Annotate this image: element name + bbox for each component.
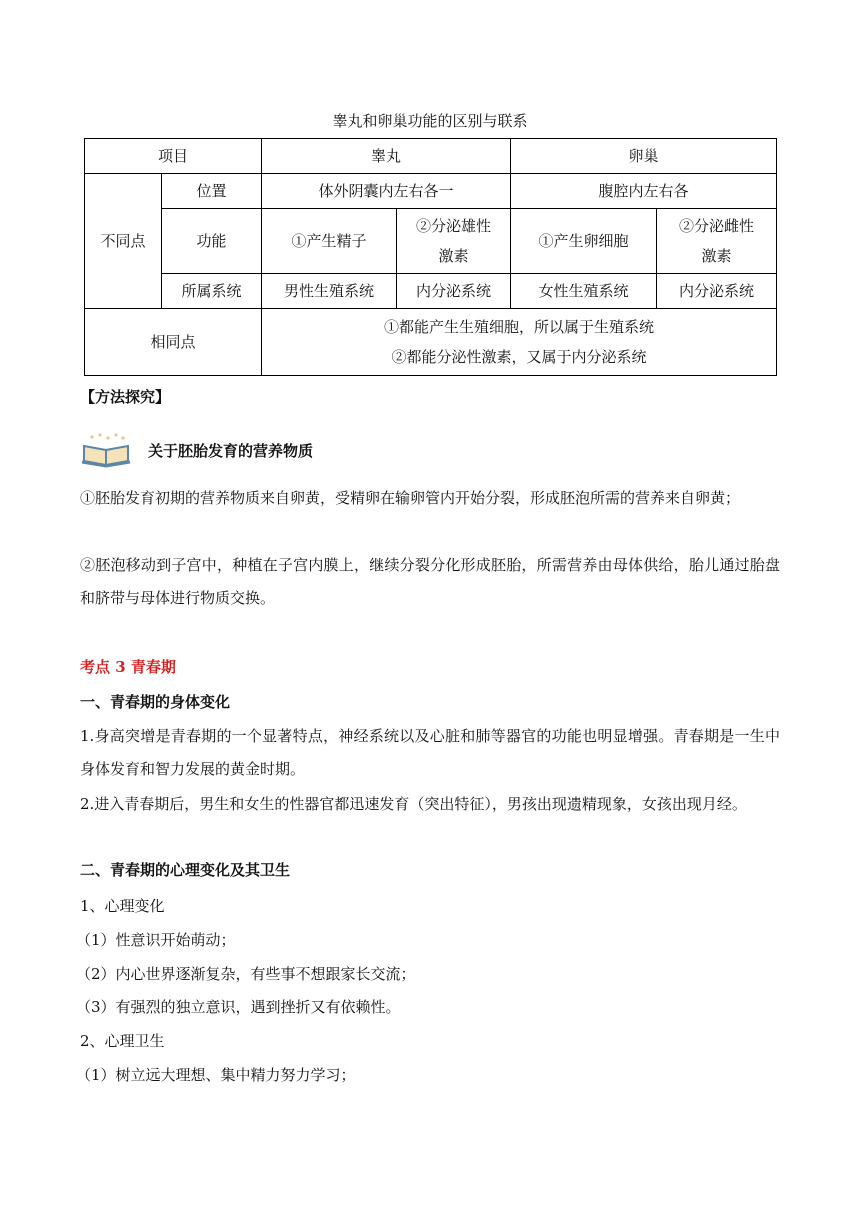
kp-title: 考点 3 青春期 xyxy=(80,658,176,676)
section-2-item-3: （3）有强烈的独立意识，遇到挫折又有依赖性。 xyxy=(76,998,401,1016)
function-testis-2 xyxy=(397,209,511,274)
table-row-position xyxy=(85,174,777,209)
function-ovary-2 xyxy=(657,209,777,274)
table-row-function xyxy=(85,209,777,274)
section-2-sub-2: 2、心理卫生 xyxy=(80,1032,165,1050)
system-ovary-2: 内分泌系统 xyxy=(657,274,777,309)
position-label: 位置 xyxy=(162,174,262,209)
tip-title: 关于胚胎发育的营养物质 xyxy=(148,441,314,460)
same-content xyxy=(262,309,777,376)
position-ovary: 腹腔内左右各 xyxy=(511,174,777,209)
header-testis: 睾丸 xyxy=(262,139,511,174)
open-book-icon xyxy=(80,432,132,468)
same-point-2: ②都能分泌性激素，又属于内分泌系统 xyxy=(391,348,647,366)
section-2-item-2: （2）内心世界逐渐复杂，有些事不想跟家长交流； xyxy=(76,965,416,983)
tip-paragraph-1: ①胚胎发育初期的营养物质来自卵黄，受精卵在输卵管内开始分裂，形成胚泡所需的营养来自卵黄； xyxy=(80,489,741,507)
table-row-system xyxy=(85,274,777,309)
same-label: 相同点 xyxy=(85,309,262,376)
function-testis-1: ①产生精子 xyxy=(262,209,397,274)
function-testis-2-line2: 激素 xyxy=(438,247,469,265)
table-header-row xyxy=(85,139,777,174)
section-1-paragraph-1: 1.身高突增是青春期的一个显著特点，神经系统以及心脏和肺等器官的功能也明显增强。青春期是一生中身体发育和智力发展的黄金时期。 xyxy=(80,727,780,778)
system-label: 所属系统 xyxy=(162,274,262,309)
function-testis-2-line1: ②分泌雄性 xyxy=(416,217,492,235)
table-row-same xyxy=(85,309,777,376)
same-point-1: ①都能产生生殖细胞，所以属于生殖系统 xyxy=(384,318,655,336)
function-ovary-2-line1: ②分泌雌性 xyxy=(679,217,755,235)
section-2-item-4: （1）树立远大理想、集中精力努力学习； xyxy=(76,1066,356,1084)
method-heading: 【方法探究】 xyxy=(80,388,171,406)
section-2-item-1: （1）性意识开始萌动； xyxy=(76,931,236,949)
section-1-paragraph-2: 2.进入青春期后，男生和女生的性器官都迅速发育（突出特征），男孩出现遗精现象，女孩出现月经。 xyxy=(80,795,747,813)
system-testis-2: 内分泌系统 xyxy=(397,274,511,309)
system-ovary-1: 女性生殖系统 xyxy=(511,274,657,309)
section-2-sub-1: 1、心理变化 xyxy=(80,897,165,915)
header-item: 项目 xyxy=(85,139,262,174)
section-2-title: 二、青春期的心理变化及其卫生 xyxy=(80,861,291,879)
system-testis-1: 男性生殖系统 xyxy=(262,274,397,309)
comparison-table xyxy=(84,138,777,376)
tip-paragraph-2: ②胚泡移动到子宫中，种植在子宫内膜上，继续分裂分化形成胚胎，所需营养由母体供给，胎儿通过胎盘和脐带与母体进行物质交换。 xyxy=(80,556,780,607)
header-ovary: 卵巢 xyxy=(511,139,777,174)
function-label: 功能 xyxy=(162,209,262,274)
table-caption: 睾丸和卵巢功能的区别与联系 xyxy=(332,112,528,130)
section-1-title: 一、青春期的身体变化 xyxy=(80,693,231,711)
function-ovary-2-line2: 激素 xyxy=(701,247,732,265)
function-ovary-1: ①产生卵细胞 xyxy=(511,209,657,274)
diff-label: 不同点 xyxy=(85,174,162,309)
position-testis: 体外阴囊内左右各一 xyxy=(262,174,511,209)
tip-header xyxy=(80,432,780,468)
